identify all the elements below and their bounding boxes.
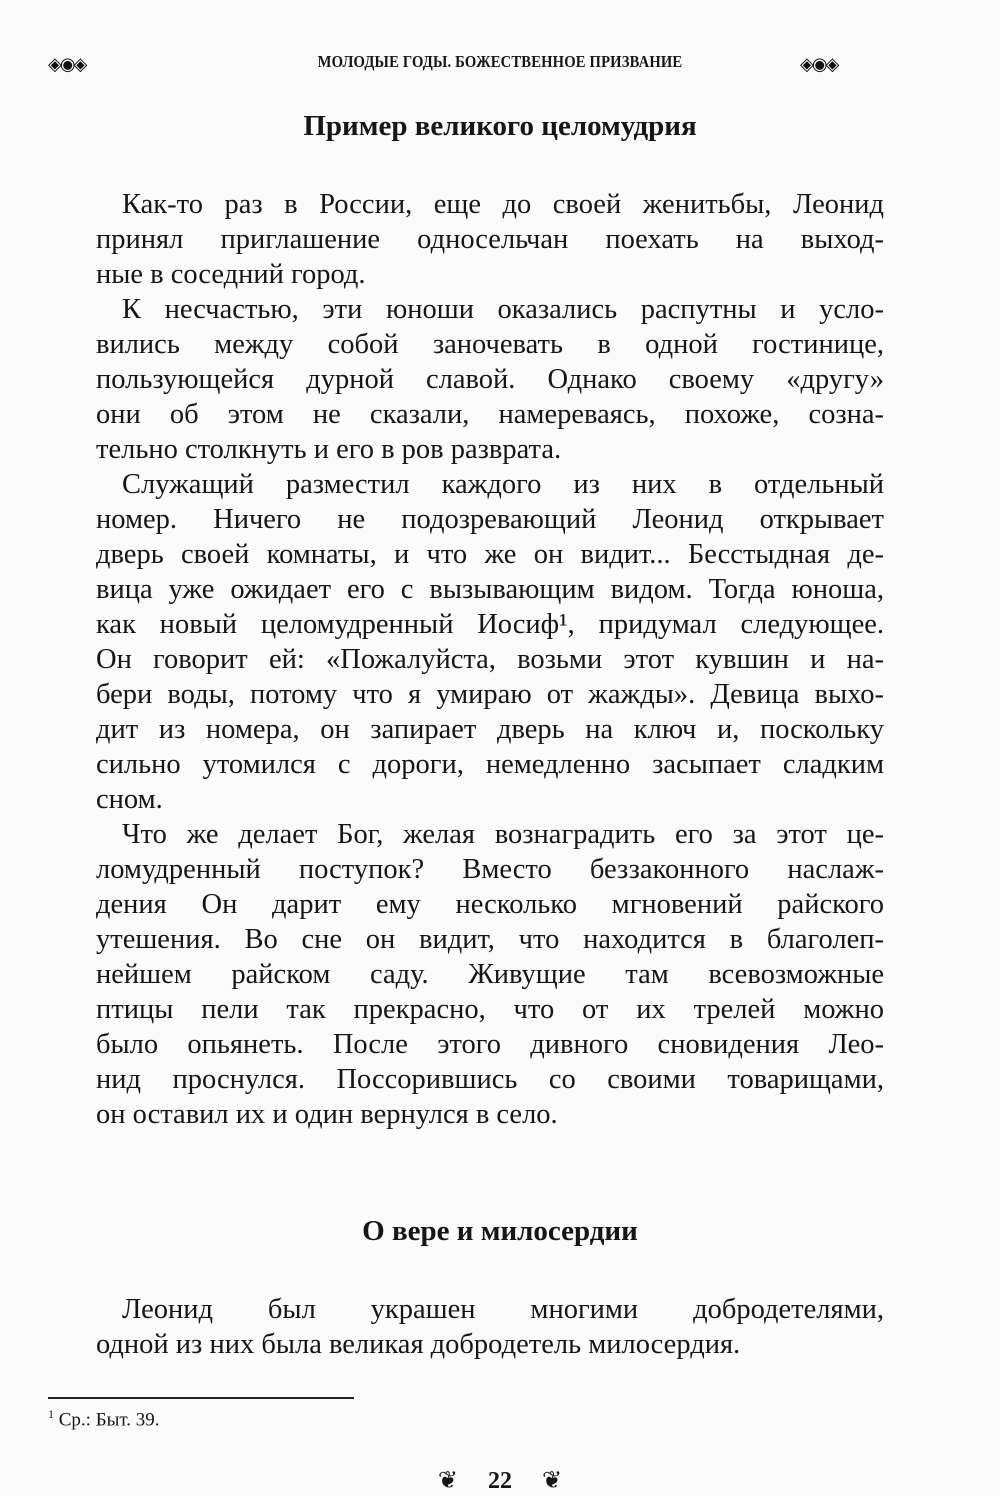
text-line: номер. Ничего не подозревающий Леонид открывает — [96, 504, 884, 535]
text-line: сном. — [96, 784, 163, 815]
text-line: Как-то раз в России, еще до своей женитьбы, Леонид — [122, 189, 884, 220]
ornament-icon: ❦ — [437, 1468, 458, 1494]
text-line: вились между собой заночевать в одной гостинице, — [96, 329, 884, 360]
text-line: принял приглашение односельчан поехать на выход- — [96, 224, 884, 255]
paragraph — [96, 817, 884, 1132]
text-line: они об этом не сказали, намереваясь, похоже, созна- — [96, 399, 884, 430]
text-line: он оставил их и один вернулся в село. — [96, 1099, 558, 1130]
footnote-divider — [48, 1397, 354, 1399]
text-line: ломудренный поступок? Вместо беззаконного наслаж- — [96, 854, 884, 885]
paragraph — [96, 467, 884, 817]
paragraph — [96, 292, 884, 467]
text-line: нид проснулся. Поссорившись со своими товарищами, — [96, 1064, 884, 1095]
text-line: ные в соседний город. — [96, 259, 366, 290]
paragraph — [96, 187, 884, 292]
text-line: вица уже ожидает его с вызывающим видом. Тогда юноша, — [96, 574, 884, 605]
text-line: одной из них была великая добродетель милосердия. — [96, 1329, 741, 1360]
text-line: Что же делает Бог, желая вознаградить его за этот це- — [122, 819, 884, 850]
text-line: нейшем райском саду. Живущие там всевозможные — [96, 959, 884, 990]
footnote — [48, 1407, 160, 1431]
section-heading: Пример великого целомудрия — [303, 110, 697, 142]
text-line: К несчастью, эти юноши оказались распутны и усло- — [122, 294, 884, 325]
text-line: сильно утомился с дороги, немедленно засыпает сладким — [96, 749, 884, 780]
text-line: птицы пели так прекрасно, что от их трелей можно — [96, 994, 884, 1025]
text-line: пользующейся дурной славой. Однако своему «другу» — [96, 364, 884, 395]
footnote-text: Ср.: Быт. 39. — [58, 1409, 160, 1431]
text-line: Служащий разместил каждого из них в отдельный — [122, 469, 884, 500]
text-line: Он говорит ей: «Пожалуйста, возьми этот кувшин и на- — [96, 644, 884, 675]
paragraph — [96, 1292, 884, 1362]
text-line: тельно столкнуть и его в ров разврата. — [96, 434, 562, 465]
header-ornament-left: ◈◉◈ — [48, 54, 86, 74]
ornament-icon: ❦ — [542, 1468, 563, 1494]
text-line: как новый целомудренный Иосиф¹, придумал следующее. — [96, 609, 884, 640]
text-line: Леонид был украшен многими добродетелями, — [122, 1294, 884, 1325]
text-line: дит из номера, он запирает дверь на ключ и, поскольку — [96, 714, 884, 745]
header-ornament-right: ◈◉◈ — [800, 54, 838, 74]
text-line: было опьянеть. После этого дивного сновидения Лео- — [96, 1029, 884, 1060]
page-number: 22 — [488, 1468, 512, 1494]
page-number-area — [0, 1466, 1000, 1495]
text-line: дения Он дарит ему несколько мгновений райского — [96, 889, 884, 920]
footnote-marker: 1 — [48, 1407, 54, 1421]
section-heading: О вере и милосердии — [362, 1215, 638, 1247]
text-line: дверь своей комнаты, и что же он видит... Бесстыдная де- — [96, 539, 884, 570]
running-title: МОЛОДЫЕ ГОДЫ. БОЖЕСТВЕННОЕ ПРИЗВАНИЕ — [317, 52, 683, 71]
text-line: утешения. Во сне он видит, что находится в благолеп- — [96, 924, 884, 955]
text-line: бери воды, потому что я умираю от жажды». Девица выхо- — [96, 679, 884, 710]
